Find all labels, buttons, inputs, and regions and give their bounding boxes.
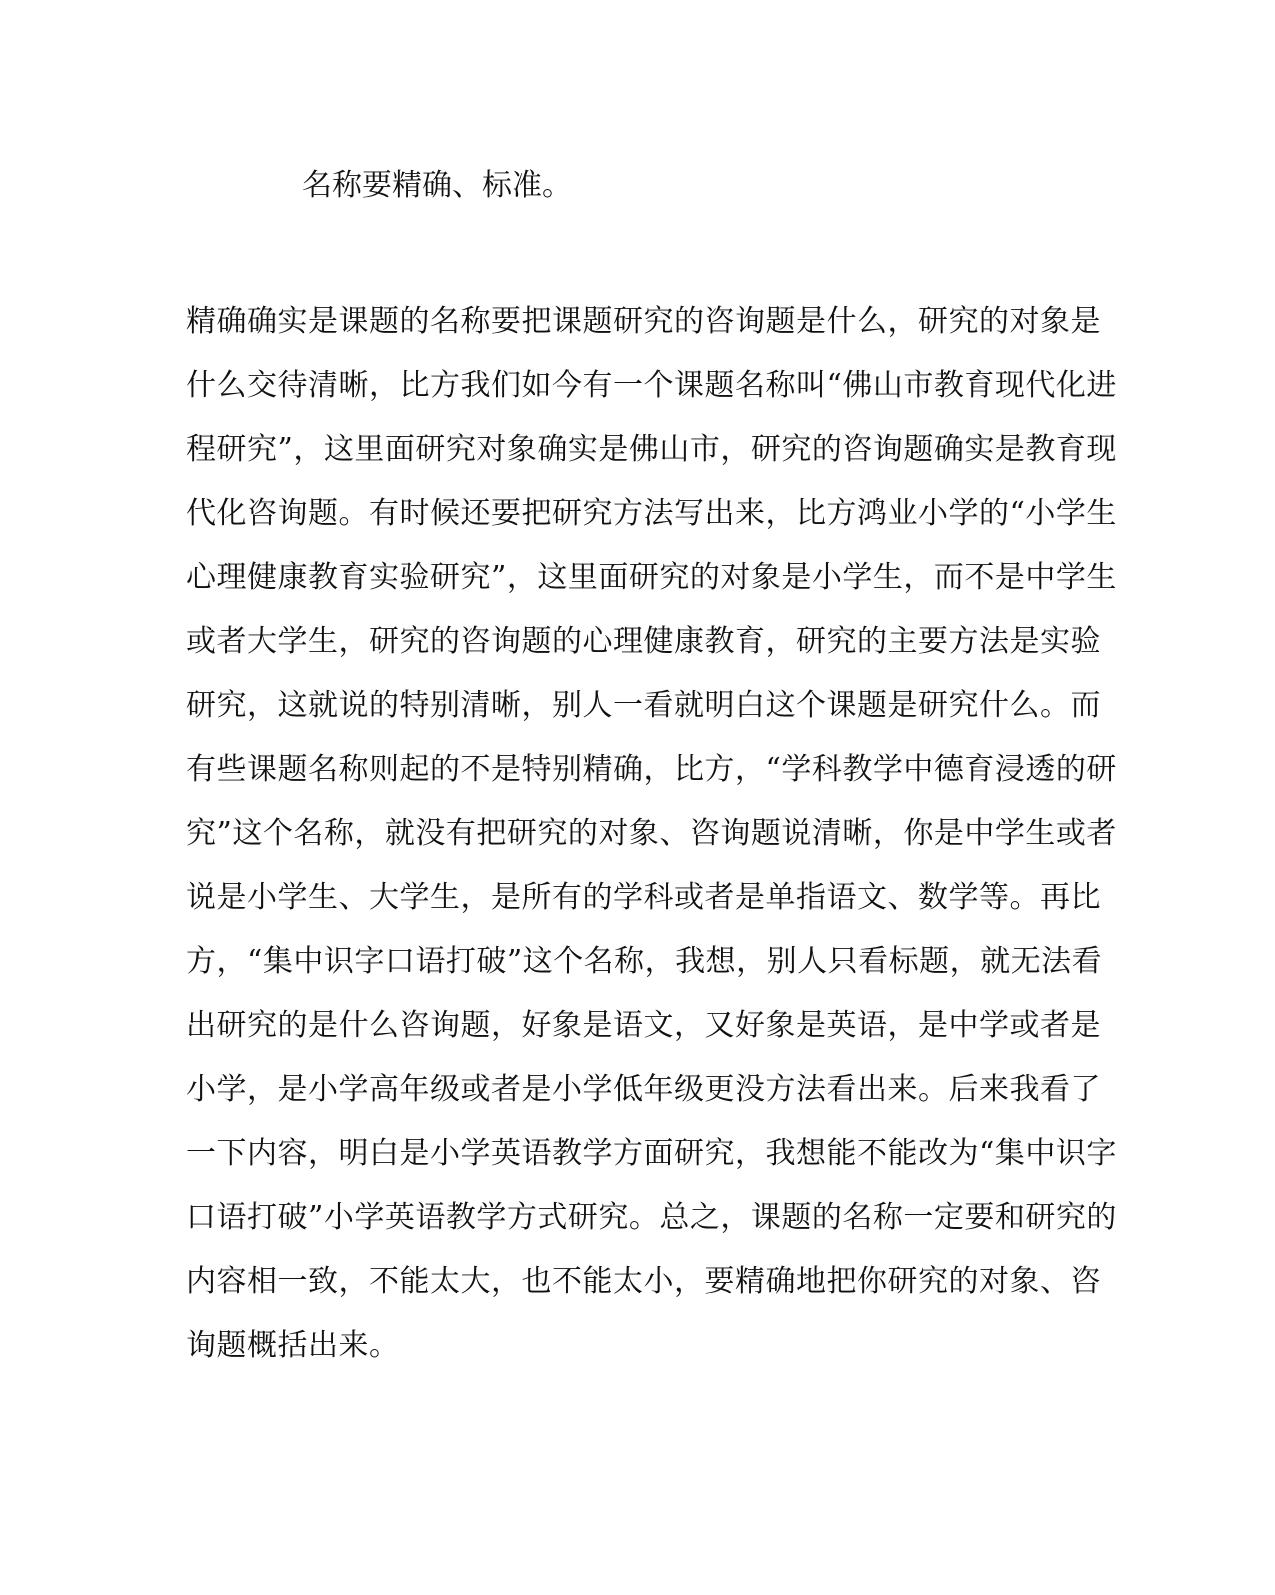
paragraph-line: 心理健康教育实验研究”，这里面研究的对象是小学生，而不是中学生 [186, 560, 1117, 595]
paragraph-line: 研究，这就说的特别清晰，别人一看就明白这个课题是研究什么。而 [186, 688, 1101, 723]
paragraph-line: 口语打破”小学英语教学方式研究。总之，课题的名称一定要和研究的 [186, 1200, 1117, 1235]
paragraph-line: 有些课题名称则起的不是特别精确，比方，“学科教学中德育浸透的研 [186, 752, 1117, 787]
paragraph-line: 询题概括出来。 [186, 1328, 400, 1363]
paragraph-line: 精确确实是课题的名称要把课题研究的咨询题是什么，研究的对象是 [186, 304, 1101, 339]
paragraph-line: 出研究的是什么咨询题，好象是语文，又好象是英语，是中学或者是 [186, 1008, 1101, 1043]
paragraph-line: 一下内容，明白是小学英语教学方面研究，我想能不能改为“集中识字 [186, 1136, 1117, 1171]
body-paragraph [186, 290, 1117, 1378]
paragraph-line: 说是小学生、大学生，是所有的学科或者是单指语文、数学等。再比 [186, 880, 1101, 915]
paragraph-line: 小学，是小学高年级或者是小学低年级更没方法看出来。后来我看了 [186, 1072, 1101, 1107]
paragraph-line: 程研究”，这里面研究对象确实是佛山市，研究的咨询题确实是教育现 [186, 432, 1117, 467]
section-heading: 名称要精确、标准。 [302, 168, 572, 203]
paragraph-line: 什么交待清晰，比方我们如今有一个课题名称叫“佛山市教育现代化进 [186, 368, 1117, 403]
paragraph-line: 究”这个名称，就没有把研究的对象、咨询题说清晰，你是中学生或者 [186, 816, 1117, 851]
paragraph-line: 内容相一致，不能太大，也不能太小，要精确地把你研究的对象、咨 [186, 1264, 1101, 1299]
paragraph-line: 或者大学生，研究的咨询题的心理健康教育，研究的主要方法是实验 [186, 624, 1101, 659]
paragraph-line: 方，“集中识字口语打破”这个名称，我想，别人只看标题，就无法看 [186, 944, 1103, 979]
paragraph-line: 代化咨询题。有时候还要把研究方法写出来，比方鸿业小学的“小学生 [186, 496, 1117, 531]
